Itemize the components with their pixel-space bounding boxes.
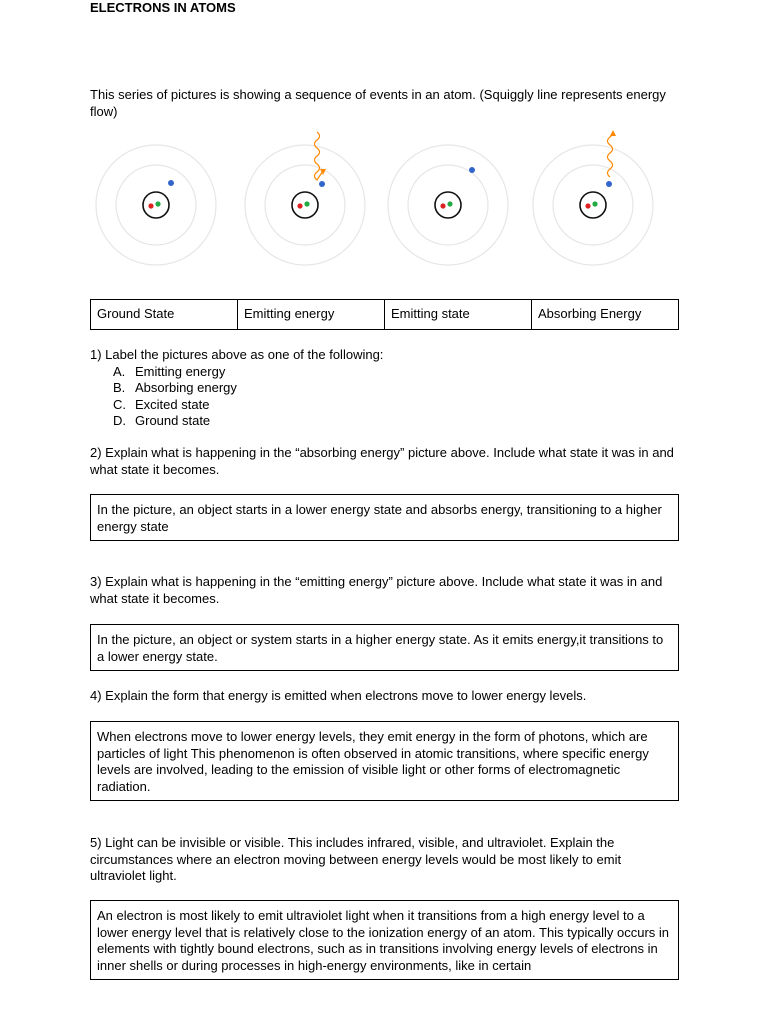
question-1-prompt: 1) Label the pictures above as one of the following: bbox=[90, 347, 384, 362]
label-cell-4[interactable]: Absorbing Energy bbox=[532, 300, 679, 330]
answer-box-4[interactable]: When electrons move to lower energy levels, they emit energy in the form of photons, which are particles of light This phenomenon is often observed in atomic transitions, where specific energy levels are involved, leading to the emission of visible light or other forms of electromagnetic radiation. bbox=[90, 721, 679, 801]
question-5-prompt: 5) Light can be invisible or visible. This includes infrared, visible, and ultraviolet. Explain the circumstances where an electron moving between energy levels would be most likely to emit ultraviolet light. bbox=[90, 835, 622, 883]
question-2-prompt: 2) Explain what is happening in the “absorbing energy” picture above. Include what state it was in and what state it becomes. bbox=[90, 445, 674, 477]
atom-diagram-2 bbox=[245, 132, 365, 265]
label-cell-2[interactable]: Emitting energy bbox=[238, 300, 385, 330]
answer-box-5[interactable]: An electron is most likely to emit ultraviolet light when it transitions from a high energy level to a lower energy level that is relatively close to the ionization energy of an atom. This typically occurs in elements with tightly bound electrons, such as in transitions involving energy levels of electrons in inner shells or during processes in high-energy environments, like in certain bbox=[90, 900, 679, 980]
energy-squiggle-in bbox=[315, 132, 324, 180]
option-d: D. Ground state bbox=[113, 413, 211, 428]
atom-sequence bbox=[90, 126, 680, 286]
electron bbox=[168, 180, 174, 186]
label-table bbox=[90, 299, 679, 330]
page-title: ELECTRONS IN ATOMS bbox=[90, 0, 236, 15]
answer-box-2[interactable]: In the picture, an object starts in a lower energy state and absorbs energy, transitioning to a higher energy state bbox=[90, 494, 679, 541]
answer-box-3[interactable]: In the picture, an object or system starts in a higher energy state. As it emits energy,it transitions to a lower energy state. bbox=[90, 624, 679, 671]
option-a: A. Emitting energy bbox=[113, 363, 226, 379]
question-4-prompt: 4) Explain the form that energy is emitted when electrons move to lower energy levels. bbox=[90, 688, 587, 703]
electron bbox=[606, 181, 612, 187]
option-c: C. Excited state bbox=[113, 396, 210, 412]
atom-diagram-3 bbox=[388, 145, 508, 265]
option-b: B. Absorbing energy bbox=[113, 380, 237, 395]
option-list bbox=[90, 364, 680, 430]
question-1 bbox=[90, 347, 680, 430]
electron bbox=[319, 181, 325, 187]
intro-text: This series of pictures is showing a sequence of events in an atom. (Squiggly line represents energy flow) bbox=[90, 87, 666, 119]
label-cell-3[interactable]: Emitting state bbox=[385, 300, 532, 330]
atom-diagram-1 bbox=[96, 145, 216, 265]
atom-diagram-4 bbox=[533, 130, 653, 265]
electron bbox=[469, 167, 475, 173]
label-cell-1[interactable]: Ground State bbox=[91, 300, 238, 330]
question-3-prompt: 3) Explain what is happening in the “emitting energy” picture above. Include what state it was in and what state it becomes. bbox=[90, 574, 663, 606]
